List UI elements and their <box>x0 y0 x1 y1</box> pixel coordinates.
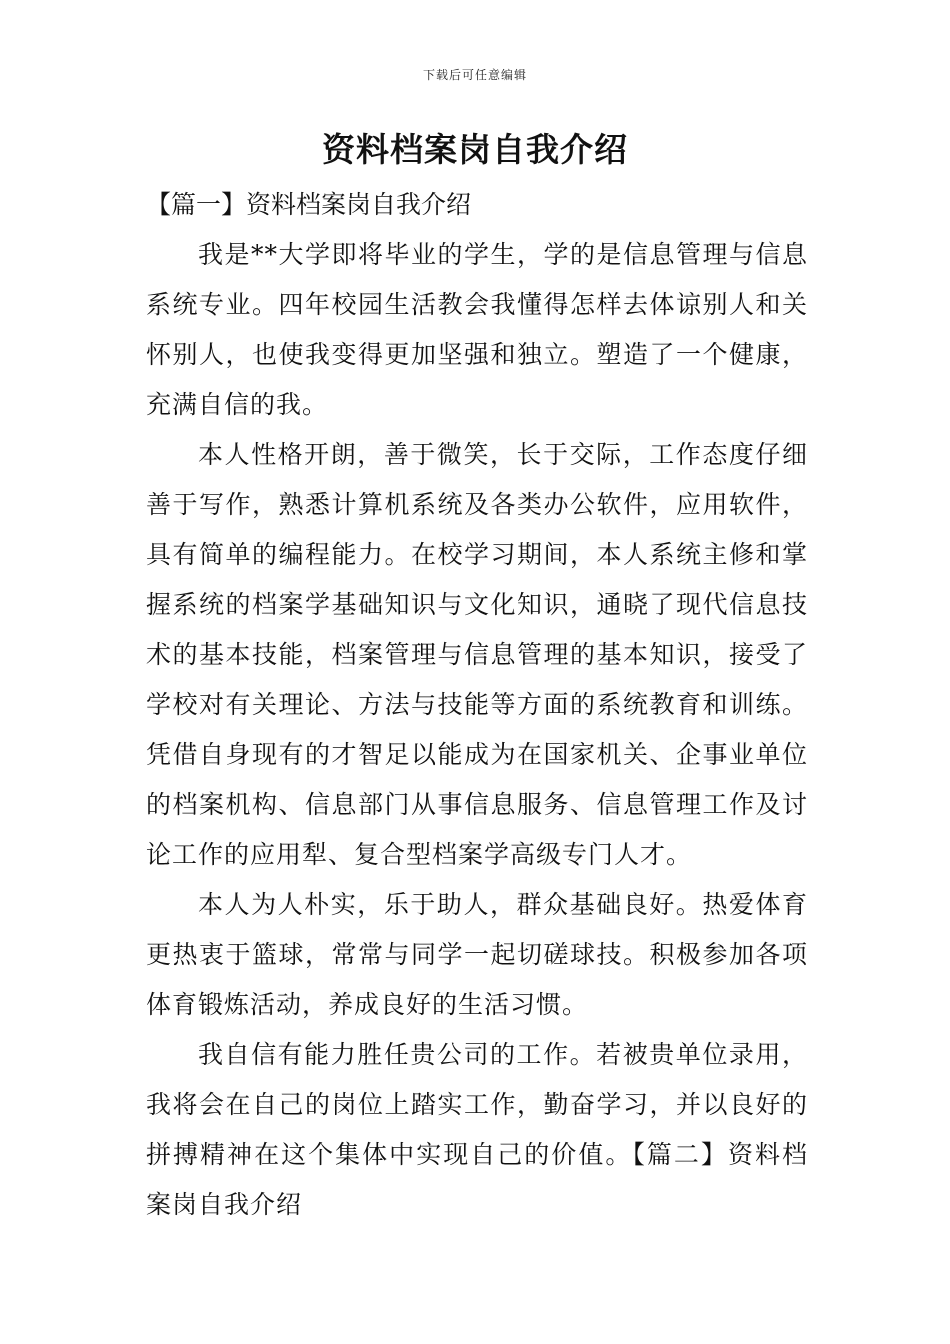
section-heading: 【篇一】资料档案岗自我介绍 <box>146 190 472 219</box>
paragraph: 本人性格开朗，善于微笑，长于交际，工作态度仔细善于写作，熟悉计算机系统及各类办公软件，应用软件，具有简单的编程能力。在校学习期间，本人系统主修和掌握系统的档案学基础知识与文化知识，通晓了现代信息技术的基本技能，档案管理与信息管理的基本知识，接受了学校对有关理论、方法与技能等方面的系统教育和训练。凭借自身现有的才智足以能成为在国家机关、企事业单位的档案机构、信息部门从事信息服务、信息管理工作及讨论工作的应用犁、复合型档案学高级专门人才。 <box>146 440 808 869</box>
header-note: 下载后可任意编辑 <box>422 68 527 82</box>
document-title: 资料档案岗自我介绍 <box>322 130 628 169</box>
document-body <box>146 180 808 1230</box>
paragraph: 我是**大学即将毕业的学生，学的是信息管理与信息系统专业。四年校园生活教会我懂得怎样去体谅别人和关怀别人，也使我变得更加坚强和独立。塑造了一个健康，充满自信的我。 <box>146 240 808 419</box>
paragraph: 我自信有能力胜任贵公司的工作。若被贵单位录用，我将会在自己的岗位上踏实工作，勤奋学习，并以良好的拼搏精神在这个集体中实现自己的价值。【篇二】资料档案岗自我介绍 <box>146 1040 808 1219</box>
paragraph: 本人为人朴实，乐于助人，群众基础良好。热爱体育更热衷于篮球，常常与同学一起切磋球技。积极参加各项体育锻炼活动，养成良好的生活习惯。 <box>146 890 808 1019</box>
